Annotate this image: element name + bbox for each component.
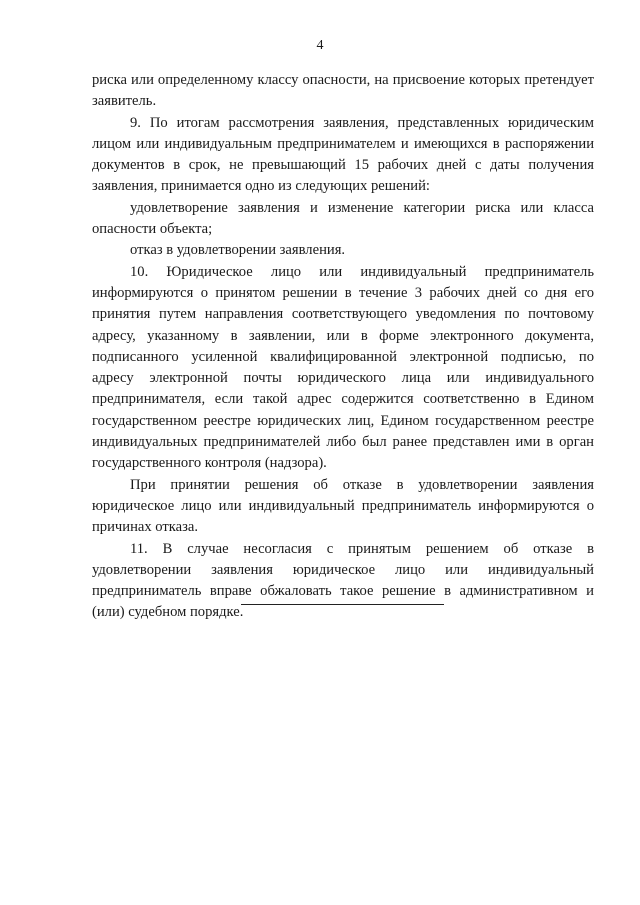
end-of-document-rule <box>241 604 444 605</box>
paragraph-decision-approve: удовлетворение заявления и изменение категории риска или класса опасности объекта; <box>92 199 594 238</box>
page-number: 4 <box>316 38 324 53</box>
document-body <box>92 70 594 624</box>
paragraph-item-10: 10. Юридическое лицо или индивидуальный предприниматель информируются о принятом решении в течение 3 рабочих дней со дня его принятия путем направления соответствующего уведомления по почтовому адресу, указанному в заявлении, или в форме электронного документа, подписанного усиленной квалифицированной электронной подписью, по адресу электронной почты юридического лица или индивидуального предпринимателя, если такой адрес содержится соответственно в Едином государственном реестре юридических лиц, Едином государственном реестре индивидуальных предпринимателей либо был ранее представлен ими в орган государственного контроля (надзора). <box>92 263 594 472</box>
paragraph-item-9: 9. По итогам рассмотрения заявления, представленных юридическим лицом или индивидуальным предпринимателем и имеющихся в распоряжении документов в срок, не превышающий 15 рабочих дней с даты получения заявления, принимается одно из следующих решений: <box>92 114 594 195</box>
paragraph-decision-reject: отказ в удовлетворении заявления. <box>130 242 346 259</box>
paragraph-continuation: риска или определенному классу опасности, на присвоение которых претендует заявитель. <box>92 72 594 110</box>
paragraph-item-11: 11. В случае несогласия с принятым решением об отказе в удовлетворении заявления юридическое лицо или индивидуальный предприниматель вправе обжаловать такое решение в административном и (или) судебном порядке. <box>92 540 594 621</box>
paragraph-refusal-notice: При принятии решения об отказе в удовлетворении заявления юридическое лицо или индивидуальный предприниматель информируются о причинах отказа. <box>92 476 594 536</box>
